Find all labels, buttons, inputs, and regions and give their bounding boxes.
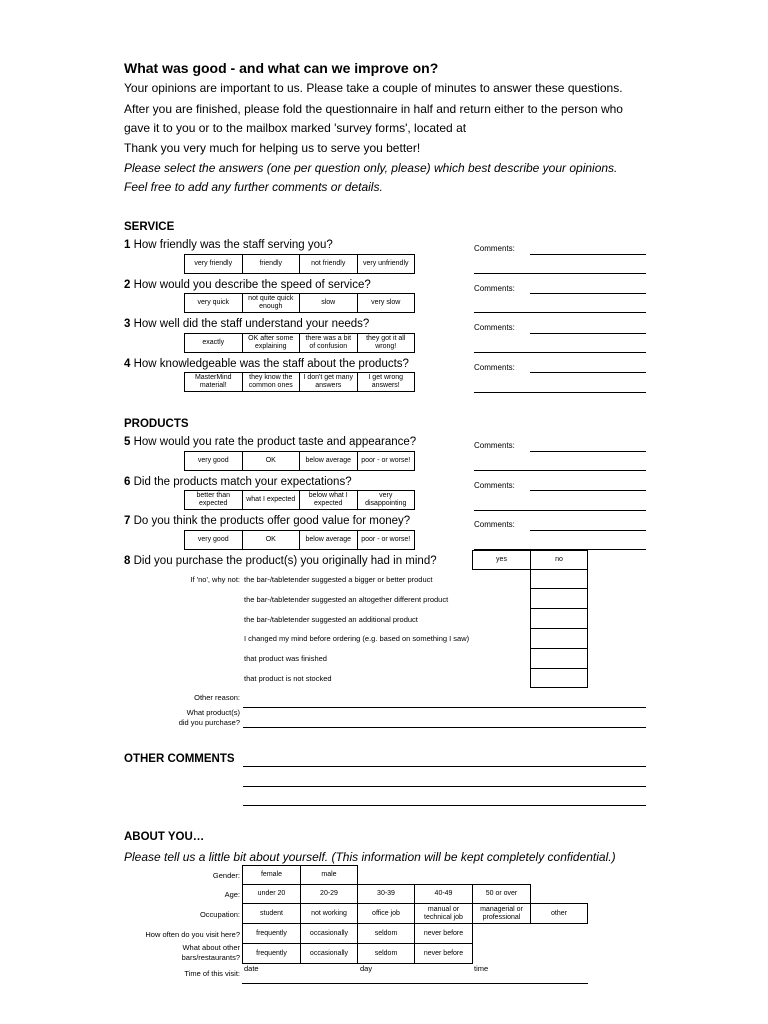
q3-comments-label: Comments: [474, 323, 515, 332]
question-3-options [184, 333, 415, 353]
q4-option-wrong-answers[interactable]: I get wrong answers! [368, 374, 404, 389]
visit-never-before[interactable]: never before [414, 923, 473, 944]
visit-seldom[interactable]: seldom [357, 923, 415, 944]
question-1: 1 How friendly was the staff serving you? [124, 239, 333, 251]
q5-option-very-good[interactable]: very good [185, 452, 243, 470]
occupation-manual-technical[interactable]: manual or technical job [414, 903, 473, 924]
question-2-options [184, 293, 415, 313]
occupation-other[interactable]: other [530, 903, 588, 924]
age-20-29[interactable]: 20-29 [300, 884, 358, 904]
q6-option-better[interactable]: better than expected [185, 491, 243, 509]
q2-option-not-quite-quick[interactable]: not quite quick enough [243, 294, 301, 312]
instructions-line-2: Feel free to add any further comments or details. [124, 180, 383, 194]
q1-comments-label: Comments: [474, 244, 515, 253]
q7-comments-label: Comments: [474, 520, 515, 529]
age-40-49[interactable]: 40-49 [414, 884, 473, 904]
question-4: 4 How knowledgeable was the staff about the products? [124, 358, 409, 370]
intro-line-3: gave it to you or to the mailbox marked 'survey forms', located at [124, 121, 467, 135]
q2-comments-label: Comments: [474, 284, 515, 293]
q8-reason-5: that product was finished [244, 654, 327, 663]
question-5: 5 How would you rate the product taste and appearance? [124, 436, 417, 448]
q3-comments-line-2[interactable] [474, 352, 646, 353]
other-comments-line-2[interactable] [243, 786, 646, 787]
q1-option-very-unfriendly[interactable]: very unfriendly [362, 260, 409, 267]
other-reason-line[interactable] [243, 707, 646, 708]
intro-line-2: After you are finished, please fold the questionnaire in half and return either to the person who [124, 102, 623, 116]
q6-option-disappointing[interactable]: very disappointing [365, 492, 407, 507]
question-2: 2 How would you describe the speed of service? [124, 279, 371, 291]
q8-reason-2: the bar-/tabletender suggested an altogether different product [244, 595, 449, 604]
q8-reason-1: the bar-/tabletender suggested a bigger or better product [244, 575, 433, 584]
q3-option-exactly[interactable]: exactly [185, 334, 243, 352]
q4-option-mastermind[interactable]: MasterMind material! [185, 373, 243, 391]
gender-male[interactable]: male [300, 865, 358, 885]
occupation-not-working[interactable]: not working [300, 903, 358, 924]
q4-comments-label: Comments: [474, 363, 515, 372]
q2-comments-line-2[interactable] [474, 312, 646, 313]
visit-frequently[interactable]: frequently [242, 923, 301, 944]
q1-comments-line-1[interactable] [530, 254, 646, 255]
age-30-39[interactable]: 30-39 [357, 884, 415, 904]
q8-reason-5-checkbox[interactable] [530, 648, 588, 669]
occupation-label: Occupation: [199, 910, 240, 919]
q3-option-bit-of-confusion[interactable]: there was a bit of confusion [300, 334, 358, 352]
instructions-line-1: Please select the answers (one per question only, please) which best describe your opinions. [124, 161, 618, 175]
other-bars-seldom[interactable]: seldom [357, 943, 415, 964]
q8-reason-6: that product is not stocked [244, 674, 332, 683]
q5-comments-line-2[interactable] [474, 470, 646, 471]
visit-frequency-label: How often do you visit here? [145, 930, 240, 939]
q8-reason-4-checkbox[interactable] [530, 628, 588, 649]
time-of-visit-line[interactable] [242, 983, 588, 984]
intro-line-4: Thank you very much for helping us to serve you better! [124, 141, 421, 155]
q7-option-ok[interactable]: OK [243, 531, 301, 549]
q7-option-poor[interactable]: poor - or worse! [361, 536, 411, 543]
what-products-label-1: What product(s) [186, 708, 240, 717]
q8-reason-3-checkbox[interactable] [530, 608, 588, 629]
q4-comments-line-2[interactable] [474, 392, 646, 393]
question-8: 8 Did you purchase the product(s) you originally had in mind? [124, 555, 437, 567]
q6-comments-label: Comments: [474, 481, 515, 490]
q5-option-ok[interactable]: OK [243, 452, 301, 470]
other-comments-line-3[interactable] [243, 805, 646, 806]
question-6-options [184, 490, 415, 510]
q4-option-few-answers[interactable]: I don't get many answers [300, 373, 358, 391]
age-under-20[interactable]: under 20 [242, 884, 301, 904]
q5-option-poor[interactable]: poor - or worse! [361, 457, 411, 464]
time-time-label: time [474, 964, 489, 973]
time-of-visit-label: Time of this visit: [184, 969, 240, 978]
q5-option-below-average[interactable]: below average [300, 452, 358, 470]
q8-why-label: If 'no', why not: [190, 575, 240, 584]
q8-reason-6-checkbox[interactable] [530, 668, 588, 688]
q8-reason-2-checkbox[interactable] [530, 588, 588, 609]
page-title: What was good - and what can we improve on? [124, 60, 439, 76]
q8-reason-4: I changed my mind before ordering (e.g. based on something I saw) [244, 634, 470, 643]
service-heading: SERVICE [124, 221, 175, 233]
about-heading: ABOUT YOU… [124, 831, 205, 843]
occupation-student[interactable]: student [242, 903, 301, 924]
q1-option-not-friendly[interactable]: not friendly [300, 255, 358, 273]
gender-female[interactable]: female [242, 865, 301, 885]
q1-option-friendly[interactable]: friendly [243, 255, 301, 273]
q6-option-expected[interactable]: what I expected [243, 491, 301, 509]
occupation-office-job[interactable]: office job [357, 903, 415, 924]
question-7-options [184, 530, 415, 550]
q3-option-got-it-wrong[interactable]: they got it all wrong! [366, 335, 406, 350]
other-bars-occasionally[interactable]: occasionally [300, 943, 358, 964]
other-comments-heading: OTHER COMMENTS [124, 753, 235, 765]
occupation-managerial[interactable]: managerial or professional [472, 903, 531, 924]
q8-yes-box[interactable]: yes [472, 550, 531, 570]
question-3: 3 How well did the staff understand your needs? [124, 318, 370, 330]
q2-option-very-slow[interactable]: very slow [371, 299, 401, 306]
q7-option-below-average[interactable]: below average [300, 531, 358, 549]
q4-option-know-common[interactable]: they know the common ones [243, 373, 301, 391]
time-date-label: date [244, 964, 259, 973]
question-4-options [184, 372, 415, 392]
q8-reason-1-checkbox[interactable] [530, 569, 588, 589]
q3-option-ok-after-explaining[interactable]: OK after some explaining [243, 334, 301, 352]
other-reason-label: Other reason: [194, 693, 240, 702]
intro-line-1: Your opinions are important to us. Please take a couple of minutes to answer these questions. [124, 81, 623, 95]
q6-comments-line-1[interactable] [530, 490, 646, 491]
q2-comments-line-1[interactable] [530, 293, 646, 294]
q7-option-very-good[interactable]: very good [185, 531, 243, 549]
other-comments-line-1[interactable] [243, 766, 646, 767]
what-products-line[interactable] [243, 727, 646, 728]
q7-comments-line-1[interactable] [530, 530, 646, 531]
gender-label: Gender: [212, 871, 240, 880]
question-1-options [184, 254, 415, 274]
q8-no-box[interactable]: no [530, 550, 588, 570]
other-bars-frequently[interactable]: frequently [242, 943, 301, 964]
other-bars-label: What about other bars/restaurants? [181, 943, 240, 962]
question-7: 7 Do you think the products offer good value for money? [124, 515, 411, 527]
time-day-label: day [360, 964, 373, 973]
q3-comments-line-1[interactable] [530, 333, 646, 334]
q2-option-very-quick[interactable]: very quick [185, 294, 243, 312]
q6-comments-line-2[interactable] [474, 510, 646, 511]
age-label: Age: [224, 890, 240, 899]
q8-reason-3: the bar-/tabletender suggested an additional product [244, 615, 418, 624]
visit-occasionally[interactable]: occasionally [300, 923, 358, 944]
age-50-or-over[interactable]: 50 or over [472, 884, 531, 904]
q5-comments-label: Comments: [474, 441, 515, 450]
question-5-options [184, 451, 415, 471]
q1-comments-line-2[interactable] [474, 273, 646, 274]
what-products-label-2: did you purchase? [178, 718, 240, 727]
other-bars-never-before[interactable]: never before [414, 943, 473, 964]
q1-option-very-friendly[interactable]: very friendly [185, 255, 243, 273]
q6-option-below[interactable]: below what I expected [300, 491, 358, 509]
about-subtitle: Please tell us a little bit about yourself. (This information will be kept completely confidential.) [124, 850, 616, 864]
q2-option-slow[interactable]: slow [300, 294, 358, 312]
question-6: 6 Did the products match your expectations? [124, 476, 352, 488]
q4-comments-line-1[interactable] [530, 372, 646, 373]
q5-comments-line-1[interactable] [530, 451, 646, 452]
products-heading: PRODUCTS [124, 418, 189, 430]
